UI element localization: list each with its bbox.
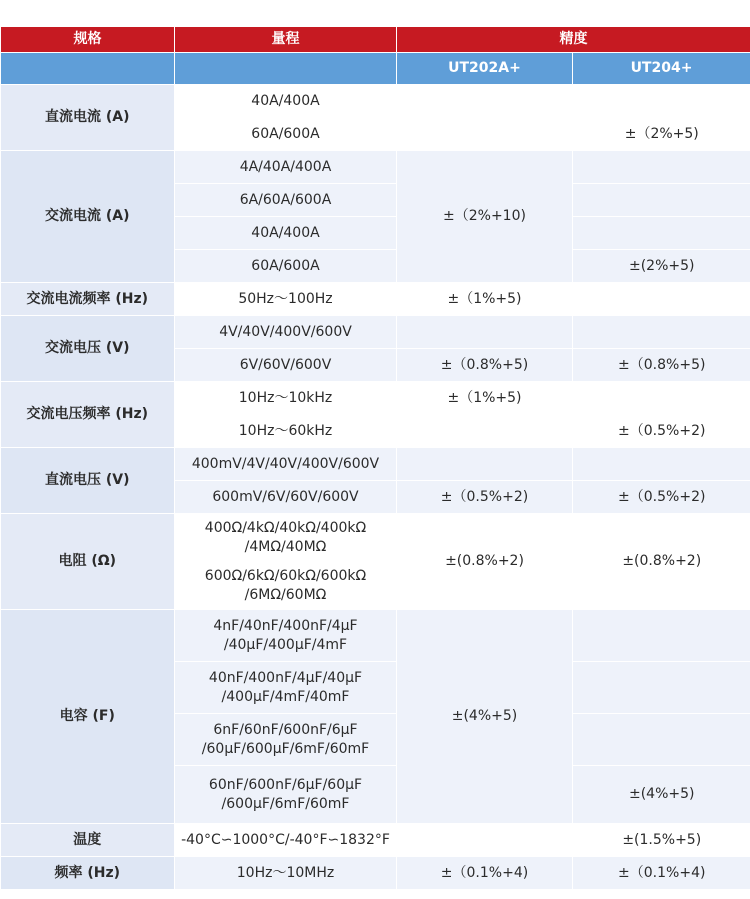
range-cell: 600mV/6V/60V/600V [175, 481, 397, 514]
spec-cell: 频率 (Hz) [1, 857, 175, 890]
header-range: 量程 [175, 27, 397, 53]
range-cell: 4V/40V/400V/600V [175, 316, 397, 349]
spec-cell: 交流电压频率 (Hz) [1, 382, 175, 448]
header-spec: 规格 [1, 27, 175, 53]
range-cell: 6A/60A/600A [175, 184, 397, 217]
header-accuracy: 精度 [397, 27, 750, 53]
table-row [1, 448, 750, 481]
accuracy-ut204-cell [573, 610, 750, 662]
spec-cell: 交流电压 (V) [1, 316, 175, 382]
accuracy-ut202a-cell [397, 824, 573, 857]
range-cell: 40A/400A [175, 217, 397, 250]
accuracy-ut204-cell [573, 714, 750, 766]
range-cell: -40°C∽1000°C/-40°F∽1832°F [175, 824, 397, 857]
header-row-models [1, 53, 750, 85]
table-row [1, 382, 750, 415]
spec-cell: 电容 (F) [1, 610, 175, 824]
header-model-ut204: UT204+ [573, 53, 750, 85]
accuracy-ut204-cell: ±(4%+5) [573, 766, 750, 824]
accuracy-ut202a-cell: ±（1%+5) [397, 382, 573, 415]
accuracy-ut204-cell [573, 85, 750, 118]
accuracy-ut204-cell [573, 151, 750, 184]
range-cell: 4A/40A/400A [175, 151, 397, 184]
spec-cell: 直流电压 (V) [1, 448, 175, 514]
range-cell: 60A/600A [175, 118, 397, 151]
range-cell: 6V/60V/600V [175, 349, 397, 382]
accuracy-ut204-cell: ±（0.8%+5) [573, 349, 750, 382]
spec-cell: 温度 [1, 824, 175, 857]
accuracy-ut202a-cell: ±（2%+10) [397, 151, 573, 283]
accuracy-ut204-cell [573, 382, 750, 415]
spec-cell: 直流电流 (A) [1, 85, 175, 151]
accuracy-ut202a-cell: ±（1%+5) [397, 283, 573, 316]
accuracy-ut204-cell: ±(0.8%+2) [573, 514, 750, 610]
accuracy-ut204-cell [573, 184, 750, 217]
range-cell: 10Hz～10MHz [175, 857, 397, 890]
spec-cell: 交流电流 (A) [1, 151, 175, 283]
range-cell: 50Hz～100Hz [175, 283, 397, 316]
header-row-main [1, 27, 750, 53]
table-row [1, 514, 750, 562]
table-row [1, 316, 750, 349]
spec-table [0, 26, 750, 890]
range-cell: 10Hz～60kHz [175, 415, 397, 448]
accuracy-ut204-cell: ±（0.5%+2) [573, 481, 750, 514]
accuracy-ut204-cell: ±（0.5%+2) [573, 415, 750, 448]
accuracy-ut202a-cell [397, 85, 573, 118]
accuracy-ut202a-cell [397, 316, 573, 349]
accuracy-ut202a-cell: ±(4%+5) [397, 610, 573, 824]
accuracy-ut202a-cell [397, 415, 573, 448]
header-spec-blank [1, 53, 175, 85]
table-body [1, 85, 750, 890]
range-cell: 60A/600A [175, 250, 397, 283]
range-cell: 400Ω/4kΩ/40kΩ/400kΩ /4MΩ/40MΩ [175, 514, 397, 562]
accuracy-ut204-cell: ±（2%+5) [573, 118, 750, 151]
accuracy-ut202a-cell [397, 118, 573, 151]
accuracy-ut204-cell: ±(2%+5) [573, 250, 750, 283]
range-cell: 60nF/600nF/6μF/60μF /600μF/6mF/60mF [175, 766, 397, 824]
accuracy-ut204-cell [573, 448, 750, 481]
range-cell: 40A/400A [175, 85, 397, 118]
table-row [1, 85, 750, 118]
range-cell: 6nF/60nF/600nF/6μF /60μF/600μF/6mF/60mF [175, 714, 397, 766]
range-cell: 400mV/4V/40V/400V/600V [175, 448, 397, 481]
range-cell: 600Ω/6kΩ/60kΩ/600kΩ /6MΩ/60MΩ [175, 562, 397, 610]
header-model-ut202a: UT202A+ [397, 53, 573, 85]
table-row [1, 857, 750, 890]
range-cell: 40nF/400nF/4μF/40μF /400μF/4mF/40mF [175, 662, 397, 714]
accuracy-ut204-cell: ±(1.5%+5) [573, 824, 750, 857]
accuracy-ut204-cell: ±（0.1%+4) [573, 857, 750, 890]
header-range-blank [175, 53, 397, 85]
accuracy-ut204-cell [573, 283, 750, 316]
table-row [1, 283, 750, 316]
spec-cell: 电阻 (Ω) [1, 514, 175, 610]
accuracy-ut202a-cell: ±（0.1%+4) [397, 857, 573, 890]
table-row [1, 610, 750, 662]
table-row [1, 151, 750, 184]
table-row [1, 824, 750, 857]
accuracy-ut202a-cell: ±（0.8%+5) [397, 349, 573, 382]
accuracy-ut202a-cell: ±（0.5%+2) [397, 481, 573, 514]
accuracy-ut204-cell [573, 217, 750, 250]
accuracy-ut202a-cell: ±(0.8%+2) [397, 514, 573, 610]
accuracy-ut204-cell [573, 316, 750, 349]
range-cell: 4nF/40nF/400nF/4μF /40μF/400μF/4mF [175, 610, 397, 662]
spec-cell: 交流电流频率 (Hz) [1, 283, 175, 316]
accuracy-ut202a-cell [397, 448, 573, 481]
range-cell: 10Hz～10kHz [175, 382, 397, 415]
accuracy-ut204-cell [573, 662, 750, 714]
